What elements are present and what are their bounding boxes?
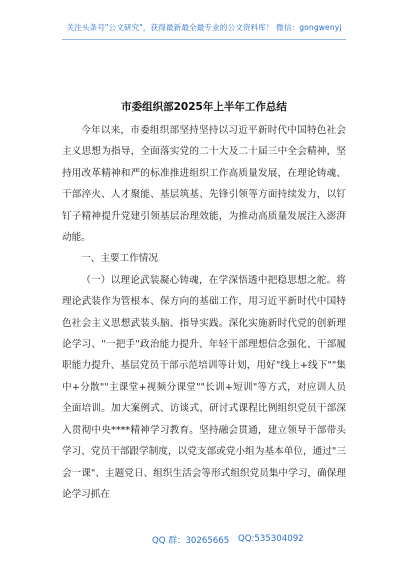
footer-qq-group: QQ 群：30265665 bbox=[152, 536, 230, 546]
header-divider bbox=[62, 39, 346, 40]
body-paragraph-intro: 今年以来，市委组织部坚持坚持以习近平新时代中国特色社会主义思想为指导，全面落实党的二十大及二十届三中全会精神，坚持用改革精神和严的标准推进组织工作高质量发展，在理论铸魂、干部淬火、人才聚能、基层筑基、先锋引领等方面持续发力，以钉钉子精神提升党建引领基层治理效能，为推动高质量发展注入澎湃动能。 bbox=[62, 125, 346, 244]
footer-qq-contact: QQ:535304092 bbox=[238, 534, 304, 544]
document-body bbox=[62, 120, 346, 505]
document-title: 市委组织部2025年上半年工作总结 bbox=[121, 101, 287, 113]
header-banner: 关注头条号"公文研究"，获得最新最全最专业的公文资料库！ 微信：gongwenyj bbox=[66, 23, 342, 32]
body-paragraph-theory: （一）以理论武装凝心铸魂，在学深悟透中把稳思想之舵。将理论武装作为管根本、保方向的基础工作，用习近平新时代中国特色社会主义思想武装头脑、指导实践。深化实施新时代党的创新理论学习、"一把手"政治能力提升、年轻干部理想信念强化、干部履职能力提升、基层党员干部示范培训等计划，用好"线上+线下""集中+分散""主课堂+视频分课堂""长训+短训"等方式，对应训人员全面培训。加大案例式、访谈式、研讨式课程比例组织党员干部深入贯彻中央****精神学习教育。坚持融会贯通，建立领导干部带头学习、党员干部跟学制度，以党支部或党小组为基本单位，通过"三会一课"、主题党日、组织生活会等形式组织党员集中学习，确保理论学习抓在 bbox=[62, 274, 346, 500]
footer bbox=[0, 534, 408, 548]
section-heading: 一、主要工作情况 bbox=[81, 253, 158, 265]
